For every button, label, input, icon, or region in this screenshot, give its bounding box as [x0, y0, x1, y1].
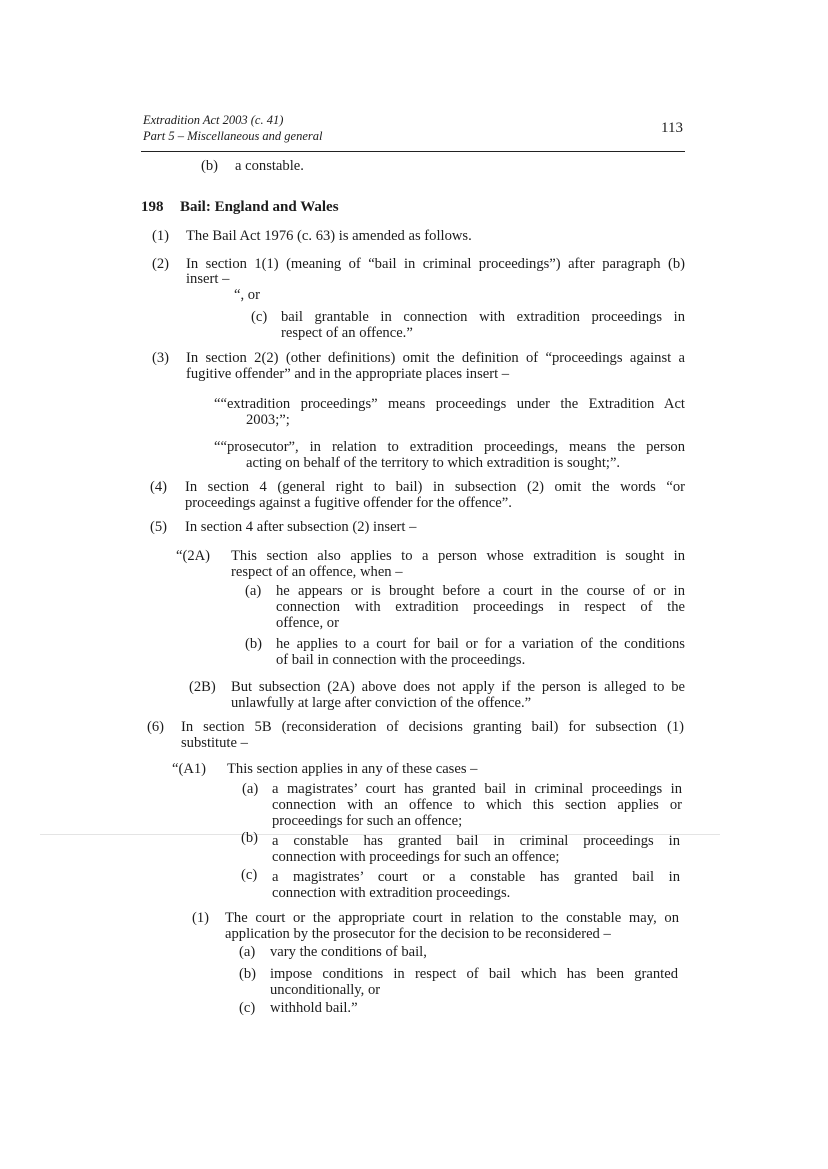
inserted-subsection-2a-line: respect of an offence, when – — [231, 564, 403, 580]
inserted-paragraph-c-label: (c) — [239, 1000, 256, 1016]
subsection-3-line: In section 2(2) (other definitions) omit the definition of “proceedings against a — [186, 350, 685, 366]
section-heading: Bail: England and Wales — [180, 199, 339, 215]
inserted-definition-line: ““extradition proceedings” means proceedings under the Extradition Act — [214, 396, 685, 412]
inserted-paragraph-b-label: (b) — [245, 636, 263, 652]
subsection-2-line: insert – — [186, 271, 230, 287]
inserted-subsection-a1-text: This section applies in any of these cases – — [227, 761, 478, 777]
inserted-paragraph-b-label: (b) — [241, 830, 259, 846]
inserted-paragraph-a-line: proceedings for such an offence; — [272, 813, 463, 829]
subsection-6-label: (6) — [147, 719, 165, 735]
inserted-paragraph-c-line: respect of an offence.” — [281, 325, 413, 341]
inserted-subsection-1-line: application by the prosecutor for the decision to be reconsidered – — [225, 926, 611, 942]
inserted-paragraph-a-line: he appears or is brought before a court in the course of or in — [276, 583, 685, 599]
inserted-paragraph-a-label: (a) — [245, 583, 262, 599]
inserted-paragraph-b-line: connection with proceedings for such an offence; — [272, 849, 560, 865]
inserted-paragraph-a-line: offence, or — [276, 615, 339, 631]
inserted-subsection-2b-line: unlawfully at large after conviction of the offence.” — [231, 695, 532, 711]
subsection-1-label: (1) — [152, 228, 170, 244]
inserted-paragraph-c-line: a magistrates’ court or a constable has granted bail in — [272, 869, 680, 885]
inserted-subsection-2b-label: (2B) — [189, 679, 216, 695]
subsection-4-label: (4) — [150, 479, 168, 495]
subsection-5-text: In section 4 after subsection (2) insert – — [185, 519, 417, 535]
continued-paragraph-b-label: (b) — [201, 158, 219, 174]
inserted-subsection-a1-label: “(A1) — [172, 761, 207, 777]
subsection-2-line: In section 1(1) (meaning of “bail in criminal proceedings”) after paragraph (b) — [186, 256, 685, 272]
section-number: 198 — [141, 199, 164, 215]
page-number: 113 — [661, 120, 683, 136]
inserted-text-opening: “, or — [234, 287, 260, 303]
subsection-4-line: proceedings against a fugitive offender for the offence”. — [185, 495, 512, 511]
continued-paragraph-b-text: a constable. — [235, 158, 304, 174]
inserted-paragraph-a-label: (a) — [239, 944, 256, 960]
running-header-act-title: Extradition Act 2003 (c. 41) — [143, 113, 284, 127]
inserted-paragraph-c-label: (c) — [241, 867, 258, 883]
inserted-definition-line: 2003;”; — [246, 412, 290, 428]
inserted-subsection-1-label: (1) — [192, 910, 210, 926]
inserted-paragraph-c-label: (c) — [251, 309, 268, 325]
inserted-paragraph-b-line: he applies to a court for bail or for a variation of the conditions — [276, 636, 685, 652]
inserted-paragraph-c-line: connection with extradition proceedings. — [272, 885, 511, 901]
inserted-paragraph-c-line: bail grantable in connection with extradition proceedings in — [281, 309, 685, 325]
inserted-definition-line: acting on behalf of the territory to which extradition is sought;”. — [246, 455, 621, 471]
inserted-paragraph-b-line: a constable has granted bail in criminal proceedings in — [272, 833, 680, 849]
inserted-subsection-2b-line: But subsection (2A) above does not apply if the person is alleged to be — [231, 679, 685, 695]
subsection-5-label: (5) — [150, 519, 168, 535]
subsection-6-line: In section 5B (reconsideration of decisions granting bail) for subsection (1) — [181, 719, 684, 735]
inserted-paragraph-b-line: of bail in connection with the proceedings. — [276, 652, 526, 668]
running-header-part: Part 5 – Miscellaneous and general — [143, 129, 323, 143]
inserted-paragraph-a-line: connection with an offence to which this section applies or — [272, 797, 682, 813]
subsection-2-label: (2) — [152, 256, 170, 272]
inserted-paragraph-a-line: a magistrates’ court has granted bail in criminal proceedings in — [272, 781, 682, 797]
subsection-3-line: fugitive offender” and in the appropriate places insert – — [186, 366, 510, 382]
inserted-subsection-2a-line: This section also applies to a person whose extradition is sought in — [231, 548, 685, 564]
subsection-3-label: (3) — [152, 350, 170, 366]
inserted-paragraph-b-label: (b) — [239, 966, 257, 982]
inserted-paragraph-c-text: withhold bail.” — [270, 1000, 358, 1016]
inserted-subsection-2a-label: “(2A) — [176, 548, 211, 564]
inserted-paragraph-a-label: (a) — [242, 781, 259, 797]
inserted-paragraph-b-line: impose conditions in respect of bail which has been granted — [270, 966, 678, 982]
inserted-paragraph-a-line: connection with extradition proceedings in respect of the — [276, 599, 685, 615]
inserted-definition-line: ““prosecutor”, in relation to extradition proceedings, means the person — [214, 439, 685, 455]
subsection-4-line: In section 4 (general right to bail) in subsection (2) omit the words “or — [185, 479, 685, 495]
header-rule — [141, 151, 685, 152]
inserted-subsection-1-line: The court or the appropriate court in relation to the constable may, on — [225, 910, 679, 926]
subsection-6-line: substitute – — [181, 735, 248, 751]
inserted-paragraph-a-text: vary the conditions of bail, — [270, 944, 427, 960]
inserted-paragraph-b-line: unconditionally, or — [270, 982, 381, 998]
subsection-1-text: The Bail Act 1976 (c. 63) is amended as follows. — [186, 228, 472, 244]
